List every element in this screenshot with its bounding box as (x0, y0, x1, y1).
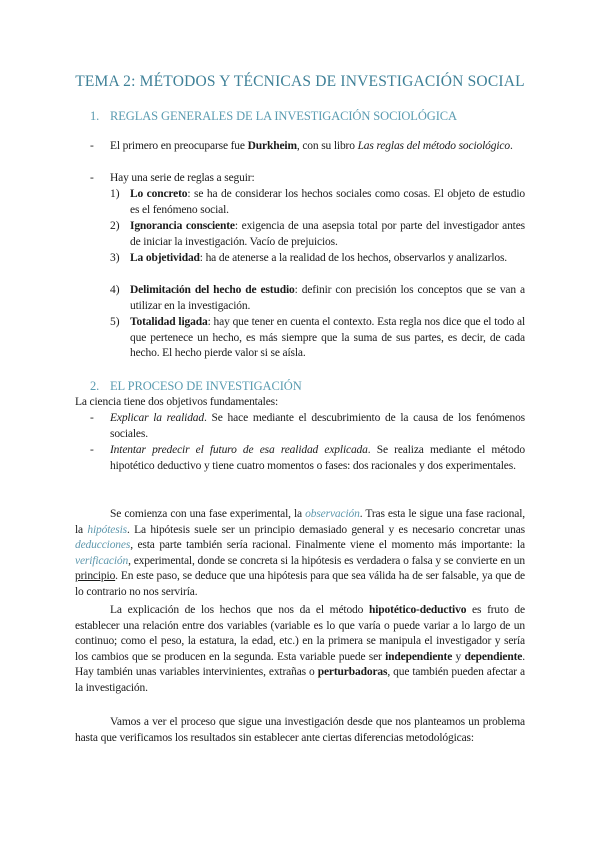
paragraph-method-phases: Se comienza con una fase experimental, la observación. Tras esta le sigue una fase racional, la hipótesis. La hipótesis suele ser un principio demasiado general y es necesario concretar unas deducciones, esta parte también sería racional. Finalmente viene el momento más importante: la verificación, experimental, donde se concreta si la hipótesis es verdadera o falsa y se convierte en un principio. En este paso, se deduce que una hipótesis para que sea válida ha de ser falsable, ya que de lo contrario no nos serviría. (75, 508, 526, 598)
term-independiente: independiente (385, 650, 453, 663)
rule-item: Lo concreto: se ha de considerar los hechos sociales como cosas. El objeto de estudio es el fenómeno social. (130, 188, 525, 216)
underlined-principio: principio (75, 570, 116, 582)
bullet-dash: - (90, 412, 94, 424)
book-title: Las reglas del método sociológico (357, 140, 510, 152)
paragraph-variables: La explicación de los hechos que nos da el método hipotético-deductivo es fruto de establecer una relación entre dos variables (variable es lo que varía o puede variar a lo largo de un continuo; como el peso, la estatura, la edad, etc.) en la primera se manipula el investigador y sería los cambios que se producen en la segunda. Esta variable puede ser independiente y dependiente. Hay también unas variables intervinientes, extrañas o perturbadoras, que también pueden afectar a la investigación. (75, 604, 525, 694)
author-name: Durkheim (247, 140, 297, 152)
rule-number: 3) (110, 252, 120, 264)
rule-item: Ignorancia consciente: exigencia de una asepsia total por parte del investigador antes de iniciar la investigación. Vacío de prejuicios. (130, 220, 526, 248)
section-1-heading (90, 109, 457, 124)
rule-term: La objetividad (130, 252, 200, 264)
bullet-durkheim: El primero en preocuparse fue Durkheim, con su libro Las reglas del método sociológico. (110, 140, 513, 152)
rule-term: Lo concreto (130, 188, 188, 200)
keyword-observacion: observación (305, 508, 360, 520)
rule-number: 1) (110, 188, 120, 200)
term-perturbadoras: perturbadoras (317, 666, 388, 678)
rule-number: 4) (110, 284, 120, 296)
term-dependiente: dependiente (464, 650, 523, 663)
rule-item: Delimitación del hecho de estudio: definir con precisión los conceptos que se van a utilizar en la investigación. (130, 284, 525, 312)
rule-term: Delimitación del hecho de estudio (130, 284, 295, 296)
keyword-verificacion: verificación (75, 554, 129, 567)
objective-term: Intentar predecir el futuro de esa realidad explicada (110, 444, 368, 456)
section-2-number: 2. (90, 379, 100, 393)
keyword-deducciones: deducciones (75, 539, 131, 551)
section-1-number: 1. (90, 109, 100, 123)
bullet-rules-intro: Hay una serie de reglas a seguir: (110, 172, 255, 184)
rule-number: 5) (110, 316, 120, 328)
section-1-title: REGLAS GENERALES DE LA INVESTIGACIÓN SOCIOLÓGICA (110, 109, 457, 123)
paragraph-process-intro: Vamos a ver el proceso que sigue una investigación desde que nos planteamos un problema hasta que verificamos los resultados sin establecer ante ciertas diferencias metodológicas: (75, 716, 525, 744)
bullet-dash: - (90, 444, 94, 456)
rule-number: 2) (110, 220, 120, 232)
objective-term: Explicar la realidad (110, 412, 205, 424)
section-2-heading (90, 379, 302, 394)
bullet-dash: - (90, 140, 94, 152)
objective-item: Explicar la realidad. Se hace mediante el descubrimiento de la causa de los fenómenos sociales. (110, 412, 525, 440)
objective-item: Intentar predecir el futuro de esa realidad explicada. Se realiza mediante el método hipotético deductivo y tiene cuatro momentos o fases: dos racionales y dos experimentales. (110, 444, 525, 472)
term-hipotetico-deductivo: hipotético-deductivo (369, 604, 467, 616)
rule-term: Totalidad ligada (130, 316, 208, 328)
section-2-title: EL PROCESO DE INVESTIGACIÓN (110, 379, 302, 393)
page-title: TEMA 2: MÉTODOS Y TÉCNICAS DE INVESTIGACIÓN SOCIAL (75, 73, 525, 90)
rule-item: La objetividad: ha de atenerse a la realidad de los hechos, observarlos y analizarlos. (130, 252, 508, 264)
keyword-hipotesis: hipótesis (87, 523, 127, 536)
bullet-dash: - (90, 172, 94, 184)
rule-item: Totalidad ligada: hay que tener en cuenta el contexto. Esta regla nos dice que el todo al que pertenece un hecho, es más siempre que la suma de sus partes, es decir, de cada hecho. El hecho pierde valor si se aísla. (130, 316, 526, 359)
rule-term: Ignorancia consciente (130, 220, 235, 232)
section-2-intro: La ciencia tiene dos objetivos fundamentales: (75, 396, 279, 408)
